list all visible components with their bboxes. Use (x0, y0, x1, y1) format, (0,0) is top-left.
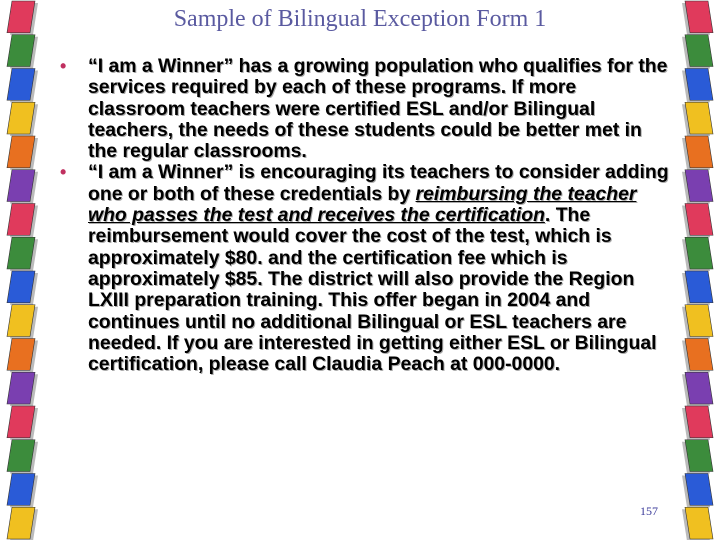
border-bar (682, 474, 713, 508)
border-bar (682, 136, 713, 170)
border-bar (7, 339, 38, 373)
border-bar (7, 136, 38, 170)
border-bar (7, 204, 38, 238)
border-bar (682, 305, 713, 339)
border-bar (7, 507, 38, 540)
border-bar (7, 1, 38, 35)
border-bar (7, 305, 38, 339)
border-bar (682, 440, 713, 474)
border-bar (7, 372, 38, 406)
border-bar (682, 102, 713, 136)
border-bar (682, 507, 713, 540)
list-item (58, 162, 670, 375)
bullet-icon: • (60, 56, 67, 76)
right-decorative-border (670, 0, 720, 540)
left-decorative-border (0, 0, 50, 540)
bullet-list (58, 56, 670, 375)
border-bar (7, 440, 38, 474)
border-bar (7, 102, 38, 136)
border-bar (7, 406, 38, 440)
border-bar (682, 237, 713, 271)
list-item (58, 56, 670, 162)
border-bar (7, 271, 38, 305)
border-bar (682, 339, 713, 373)
bullet-text: “I am a Winner” is encouraging its teachers to consider adding one or both of these credentials by (88, 161, 669, 205)
border-bar (7, 170, 38, 204)
slide-title: Sample of Bilingual Exception Form 1 (173, 6, 547, 32)
border-bar (7, 35, 38, 69)
border-bar (7, 237, 38, 271)
border-bar (682, 372, 713, 406)
border-bar (7, 474, 38, 508)
border-bar (682, 204, 713, 238)
border-bar (7, 69, 38, 103)
border-bar (682, 406, 713, 440)
emphasized-text: reimbursing the teacher who passes the test and receives the certification (88, 182, 637, 227)
border-bar (682, 69, 713, 103)
bullet-text: . The reimbursement would cover the cost of the test, which is approximately $80. and the certification fee which is approximately $85. The district will also provide the Region LXIII preparation training. This offer began in 2004 and continues until no additional Bilingual or ESL teachers are needed. If you are interested in getting either ESL or Bilingual certification, please call Claudia Peach at 000-0000. (88, 204, 657, 376)
border-bar (682, 271, 713, 305)
page-number: 157 (640, 504, 658, 518)
border-bar (682, 35, 713, 69)
border-bar (682, 170, 713, 204)
bullet-text: “I am a Winner” has a growing population who qualifies for the services required by each of these programs. If more classroom teachers were certified ESL and/or Bilingual teachers, the needs of these students could be better met in the regular classrooms. (88, 55, 668, 163)
bullet-icon: • (60, 162, 67, 183)
border-bar (682, 1, 713, 35)
